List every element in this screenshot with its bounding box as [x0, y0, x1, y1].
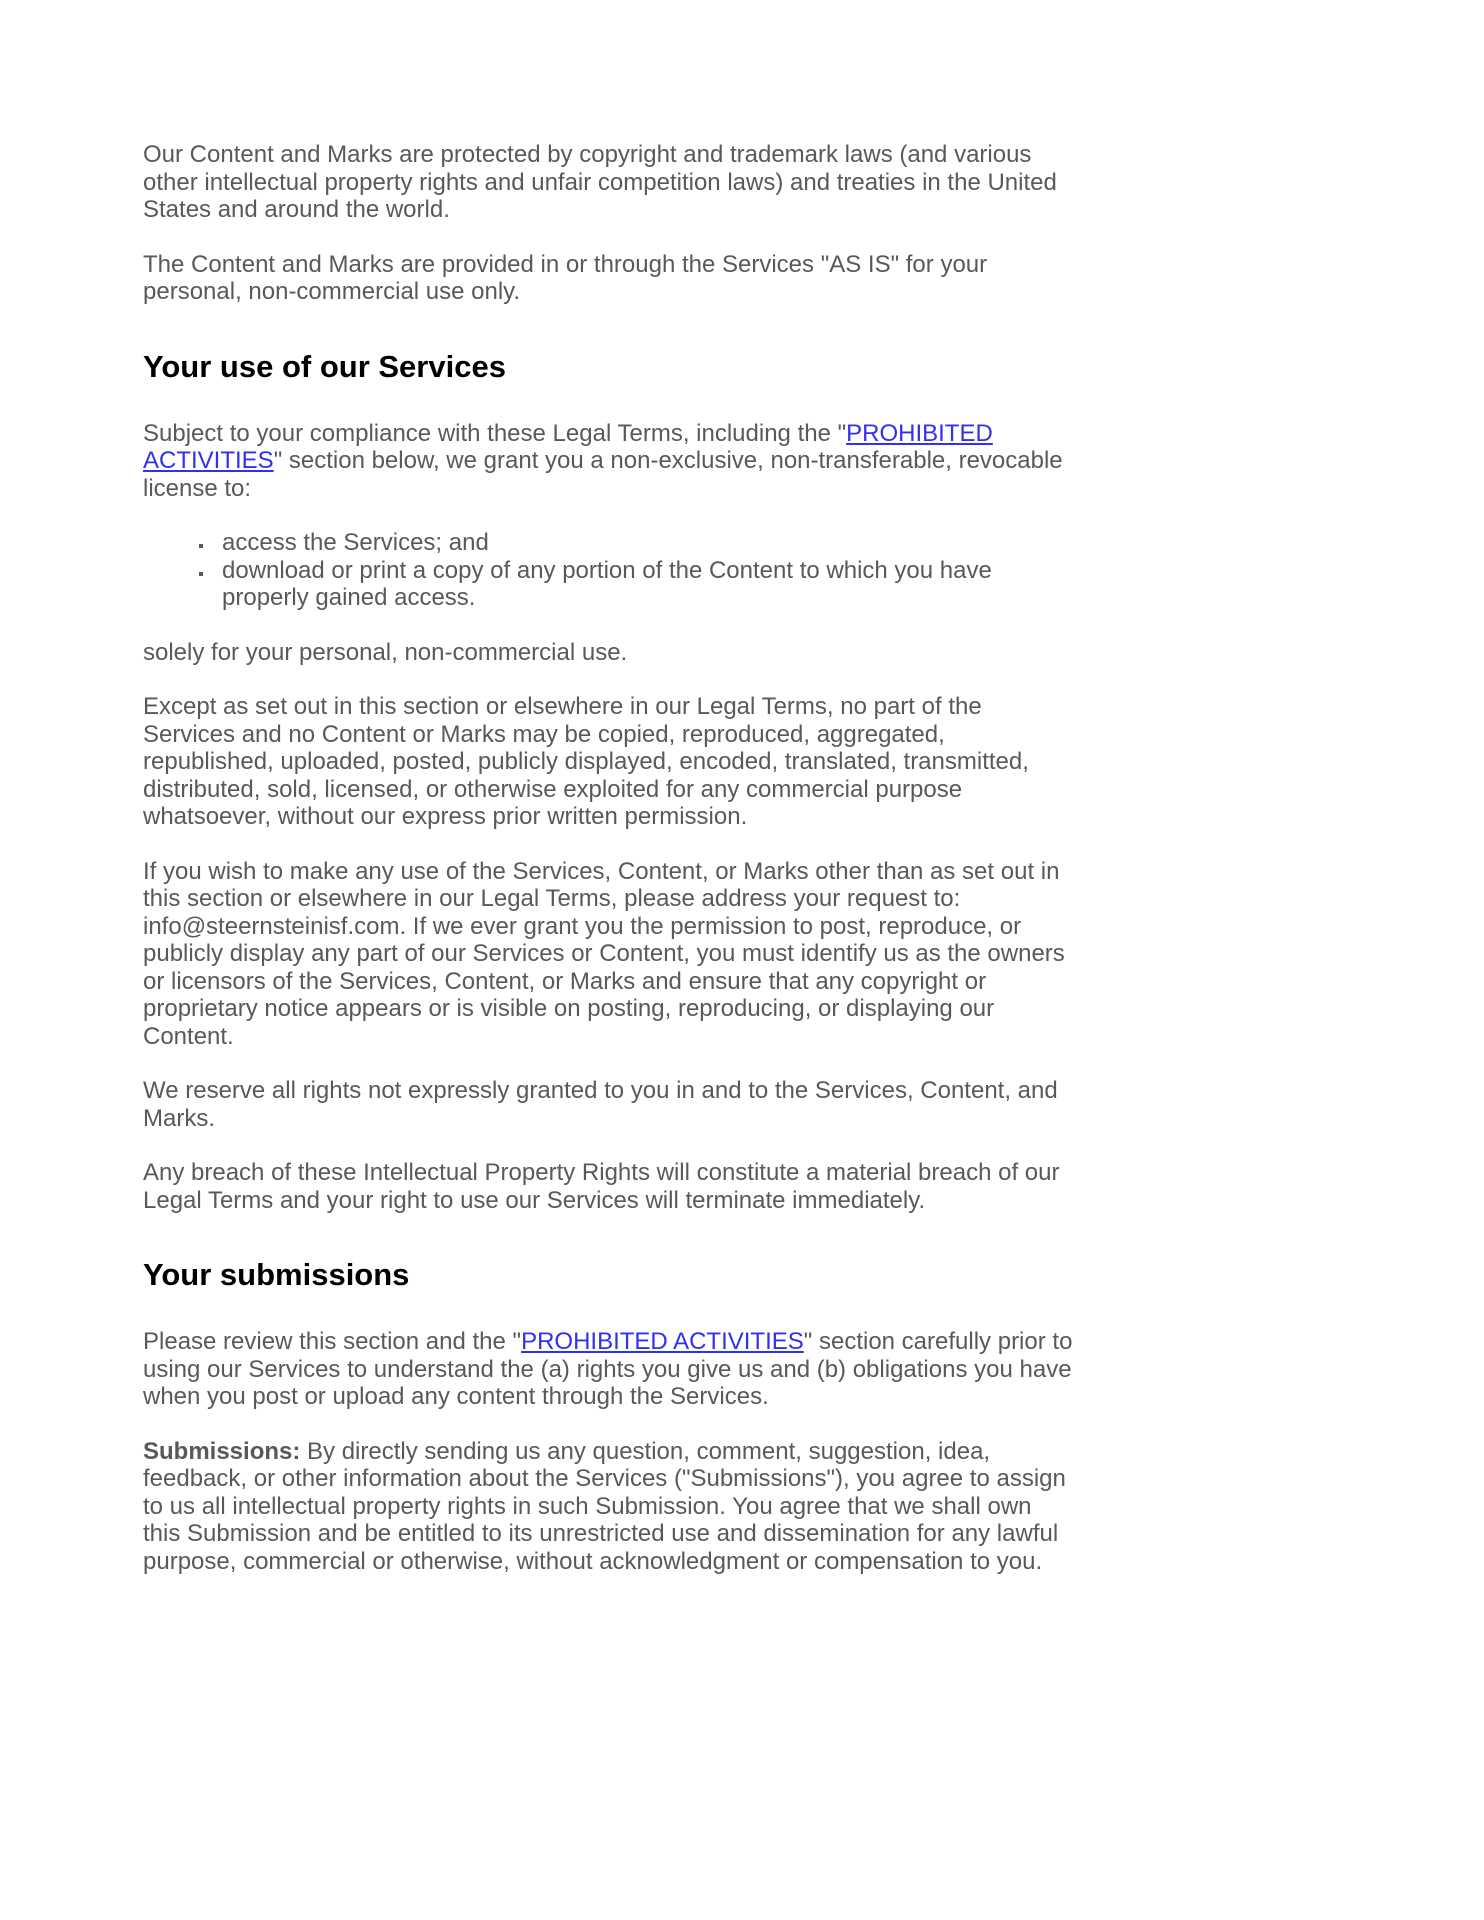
section-heading: Your use of our Services — [143, 348, 506, 384]
text-run: We reserve all rights not expressly granted to you in and to the Services, Content, and Marks. — [143, 1077, 1058, 1132]
bold-text-run: Submissions: — [143, 1437, 301, 1465]
text-run: By directly sending us any question, comment, suggestion, idea, feedback, or other information about the Services ("Submissions"), you agree to assign to us all intellectual property rights in such Submission. You agree that we shall own this Submission and be entitled to its unrestricted use and dissemination for any lawful purpose, commercial or otherwise, without acknowledgment or compensation to you. — [143, 1437, 1066, 1575]
section-heading: Your submissions — [143, 1257, 410, 1292]
text-run: " section carefully prior to using our Services to understand the (a) rights you give us and (b) obligations you have when you post or upload any content through the Services. — [143, 1328, 1073, 1410]
paragraph — [143, 1438, 1075, 1576]
list-item: ▪ download or print a copy of any portion of the Content to which you have properly gained access. — [214, 557, 1075, 612]
text-run: Subject to your compliance with these Legal Terms, including the " — [143, 419, 847, 447]
paragraph — [143, 251, 1075, 306]
bullet-list — [143, 529, 1075, 612]
paragraph — [143, 639, 1075, 667]
text-run: Except as set out in this section or elsewhere in our Legal Terms, no part of the Services and no Content or Marks may be copied, reproduced, aggregated, republished, uploaded, posted, publicly displayed, encoded, translated, transmitted, distributed, sold, licensed, or otherwise exploited for any commercial purpose whatsoever, without our express prior written permission. — [143, 693, 1029, 830]
paragraph — [143, 693, 1075, 831]
text-run: The Content and Marks are provided in or through the Services "AS IS" for your personal, non-commercial use only. — [143, 250, 988, 305]
text-run: Please review this section and the " — [143, 1328, 522, 1355]
text-run: solely for your personal, non-commercial use. — [143, 638, 628, 666]
paragraph — [143, 858, 1075, 1051]
paragraph — [143, 141, 1075, 224]
text-run: Our Content and Marks are protected by copyright and trademark laws (and various other intellectual property rights and unfair competition laws) and treaties in the United States and around the world. — [143, 141, 1057, 223]
paragraph — [143, 420, 1075, 503]
text-run: " section below, we grant you a non-exclusive, non-transferable, revocable license to: — [143, 447, 1063, 502]
prohibited-activities-link[interactable]: PROHIBITED ACTIVITIES — [143, 419, 993, 474]
paragraph — [143, 1159, 1075, 1214]
text-run: If you wish to make any use of the Services, Content, or Marks other than as set out in this section or elsewhere in our Legal Terms, please address your request to: info@steernsteinisf.com. If we ever grant you the permission to post, reproduce, or publicly display any part of our Services or Content, you must identify us as the owners or licensors of the Services, Content, or Marks and ensure that any copyright or proprietary notice appears or is visible on posting, reproducing, or displaying our Content. — [143, 857, 1065, 1050]
list-item: ▪ access the Services; and — [214, 529, 1075, 557]
paragraph — [143, 1328, 1075, 1411]
document-content — [143, 141, 1075, 1575]
paragraph — [143, 1077, 1075, 1132]
text-run: Any breach of these Intellectual Property Rights will constitute a material breach of our Legal Terms and your right to use our Services will terminate immediately. — [143, 1159, 1060, 1214]
prohibited-activities-link[interactable]: PROHIBITED ACTIVITIES — [521, 1328, 804, 1355]
